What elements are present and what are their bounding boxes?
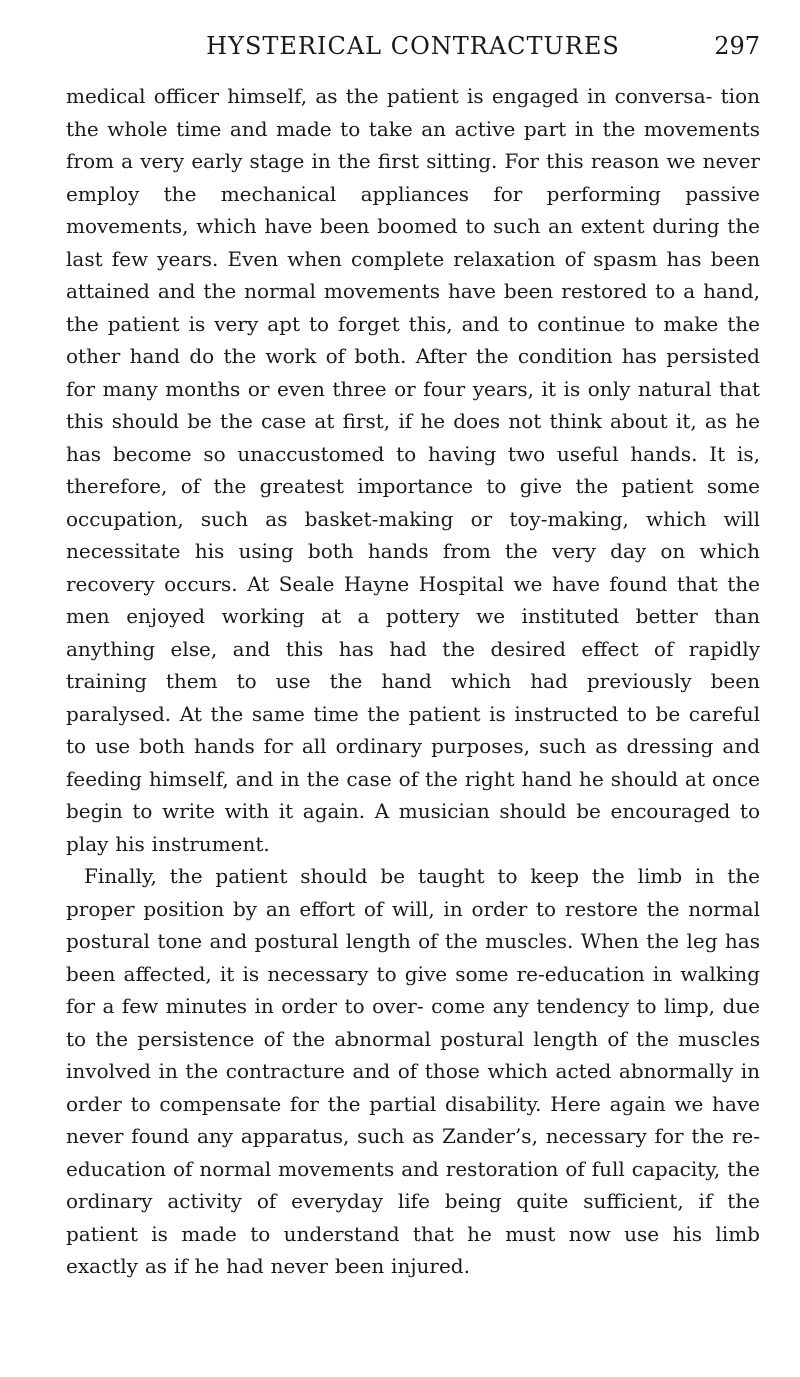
page-number: 297 <box>714 32 760 60</box>
paragraph-continued: medical officer himself, as the patient is engaged in conversa- tion the whole time and made to take an active part in the movements from a very early stage in the first sitting. For this reason we never employ the mechanical appliances for performing passive movements, which have been boomed to such an extent during the last few years. Even when complete relaxation of spasm has been attained and the normal movements have been restored to a hand, the patient is very apt to forget this, and to continue to make the other hand do the work of both. After the condition has persisted for many months or even three or four years, it is only natural that this should be the case at first, if he does not think about it, as he has become so unaccustomed to having two useful hands. It is, therefore, of the greatest importance to give the patient some occupation, such as basket-making or toy-making, which will necessitate his using both hands from the very day on which recovery occurs. At Seale Hayne Hospital we have found that the men enjoyed working at a pottery we instituted better than anything else, and this has had the desired effect of rapidly training them to use the hand which had previously been paralysed. At the same time the patient is instructed to be careful to use both hands for all ordinary purposes, such as dressing and feeding himself, and in the case of the right hand he should at once begin to write with it again. A musician should be encouraged to play his instrument. <box>66 84 760 856</box>
running-head <box>66 30 760 62</box>
running-title: HYSTERICAL CONTRACTURES <box>206 32 620 60</box>
body-text <box>66 80 760 1283</box>
paragraph: Finally, the patient should be taught to keep the limb in the proper position by an effort of will, in order to restore the normal postural tone and postural length of the muscles. When the leg has been affected, it is necessary to give some re-education in walking for a few minutes in order to over- come any tendency to limp, due to the persistence of the abnormal postural length of the muscles involved in the contracture and of those which acted abnormally in order to compensate for the partial disability. Here again we have never found any apparatus, such as Zander’s, necessary for the re-education of normal movements and restoration of full capacity, the ordinary activity of everyday life being quite sufficient, if the patient is made to understand that he must now use his limb exactly as if he had never been injured. <box>66 864 760 1278</box>
